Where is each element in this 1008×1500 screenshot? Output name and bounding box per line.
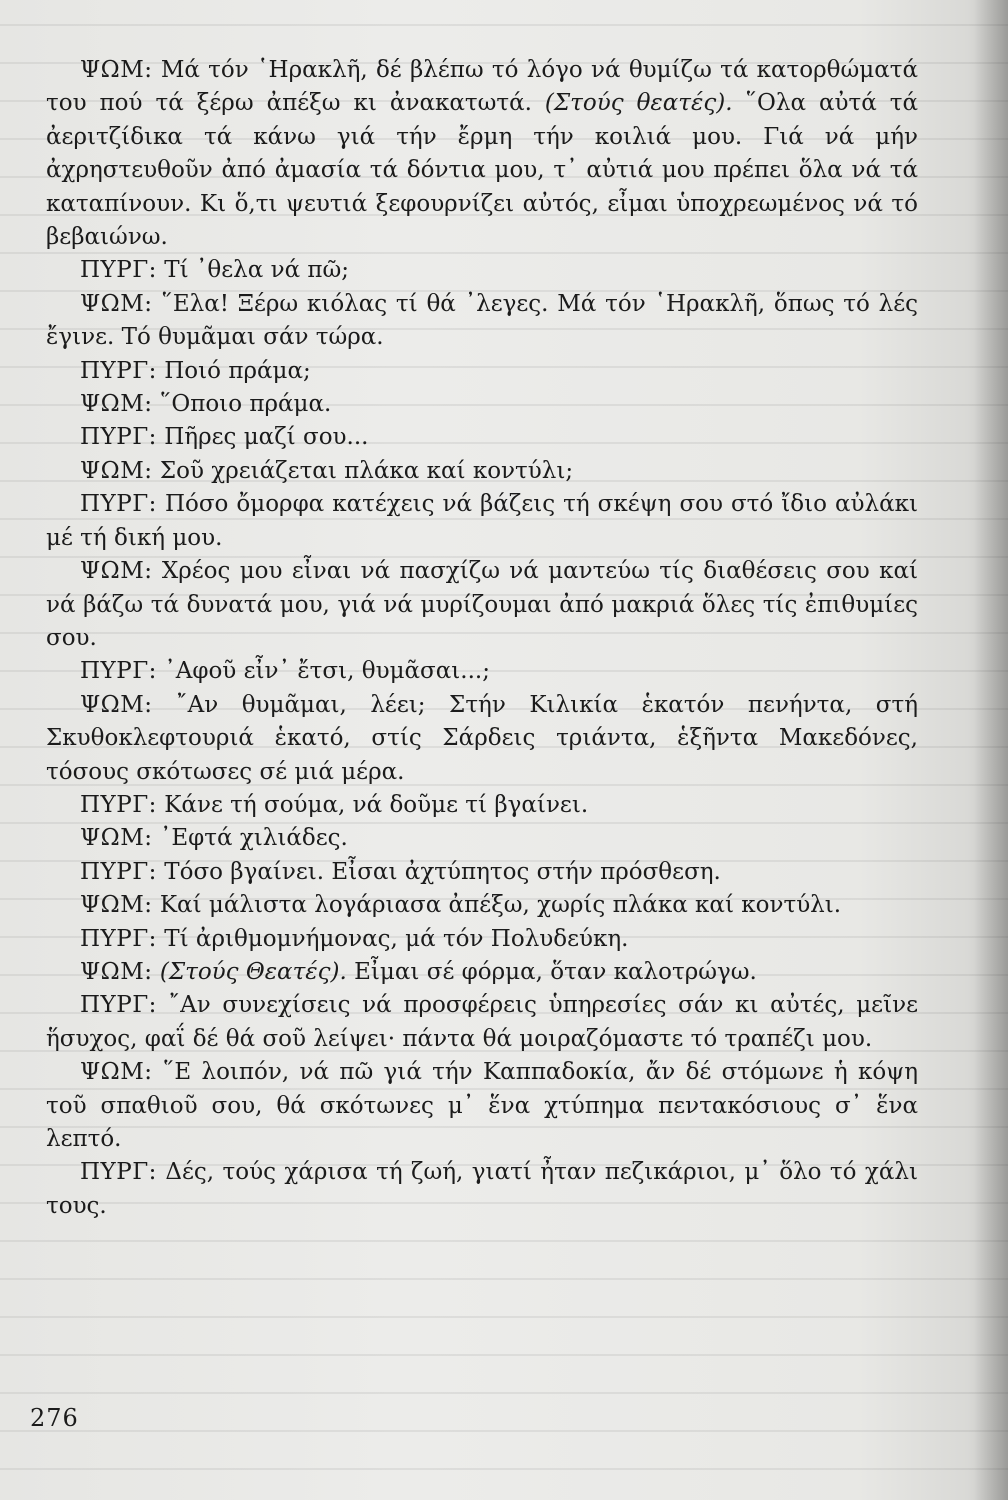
dialogue-line (46, 989, 918, 1056)
speaker-label: ΠΥΡΓ: (80, 357, 157, 384)
speaker-label: ΠΥΡΓ: (80, 1159, 157, 1186)
speaker-label: ΨΩΜ: (80, 57, 153, 83)
spoken-text: ῞Ε λοιπόν, νά πῶ γιά τήν Καππαδοκία, ἄν δέ στόμωνε ἡ κόψη τοῦ σπαθιοῦ σου, θά σκότωνες μ᾽ ἕνα χτύπημα πεντακόσιους σ᾽ ἕνα λεπτό. (46, 1059, 918, 1152)
spoken-text: Τί ᾽θελα νά πῶ; (164, 257, 350, 284)
spoken-text: Τί ἀριθμομνήμονας, μά τόν Πολυδεύκη. (164, 925, 629, 952)
spoken-text: ῞Ολα αὐτά τά ἀεριτζίδικα τά κάνω γιά τήν ἔρμη τήν κοιλιά μου. Γιά νά μήν ἀχρηστευθοῦν ἀπό ἀμασία τά δόντια μου, τ᾽ αὐτιά μου πρέπει ὅλα νά τά καταπίνουν. Κι ὅ,τι ψευτιά ξεφουρνίζει αὐτός, εἶμαι ὑποχρεωμένος νά τό βεβαιώνω. (46, 90, 919, 251)
dialogue-line (46, 689, 918, 789)
speaker-label: ΠΥΡΓ: (80, 491, 157, 518)
spoken-text: Πῆρες μαζί σου... (164, 424, 369, 451)
spoken-text: ᾽Αφοῦ εἶν᾽ ἔτσι, θυμᾶσαι...; (164, 658, 490, 685)
dialogue-line (46, 388, 918, 421)
speaker-label: ΨΩΜ: (80, 691, 153, 718)
spoken-text: ῞Οποιο πράμα. (159, 391, 332, 418)
dialogue-line (46, 889, 918, 922)
dialogue-line (46, 856, 918, 889)
dialogue-line (46, 1056, 918, 1156)
speaker-label: ΠΥΡΓ: (80, 791, 157, 818)
dialogue-line (46, 822, 918, 855)
dialogue-text-block (46, 54, 918, 1223)
dialogue-line (46, 254, 918, 287)
speaker-label: ΨΩΜ: (80, 1059, 153, 1086)
spoken-text: Τόσο βγαίνει. Εἶσαι ἀχτύπητος στήν πρόσθεση. (164, 858, 721, 885)
spoken-text: Μά τόν ῾Ηρακλῆ, δέ βλέπω τό λόγο νά θυμίζω τά κατορθώματά του πού τά ξέρω ἀπέξω κι ἀνακατωτά. (46, 57, 918, 117)
speaker-label: ΠΥΡΓ: (80, 257, 157, 284)
speaker-label: ΨΩΜ: (80, 958, 153, 985)
spoken-text: Καί μάλιστα λογάριασα ἀπέξω, χωρίς πλάκα καί κοντύλι. (159, 892, 842, 919)
dialogue-line (46, 789, 918, 822)
spoken-text: ᾽Εφτά χιλιάδες. (159, 825, 348, 852)
speaker-label: ΨΩΜ: (80, 825, 153, 852)
spoken-text: Σοῦ χρειάζεται πλάκα καί κοντύλι; (159, 457, 574, 484)
dialogue-line (46, 956, 918, 989)
speaker-label: ΠΥΡΓ: (80, 424, 157, 451)
speaker-label: ΨΩΜ: (80, 892, 153, 919)
dialogue-line (46, 54, 918, 254)
dialogue-line (46, 421, 918, 454)
speaker-label: ΠΥΡΓ: (80, 992, 157, 1019)
stage-direction: (Στούς θεατές). (544, 90, 733, 117)
speaker-label: ΨΩΜ: (80, 391, 153, 418)
dialogue-line (46, 288, 918, 355)
dialogue-line (46, 355, 918, 388)
spoken-text: Εἶμαι σέ φόρμα, ὅταν καλοτρώγω. (346, 958, 757, 985)
spoken-text: ῞Ελα! Ξέρω κιόλας τί θά ᾽λεγες. Μά τόν ῾Ηρακλῆ, ὅπως τό λές ἔγινε. Τό θυμᾶμαι σάν τώρα. (46, 290, 918, 351)
spoken-text: Πόσο ὄμορφα κατέχεις νά βάζεις τή σκέψη σου στό ἴδιο αὐλάκι μέ τή δική μου. (46, 491, 918, 551)
dialogue-line (46, 555, 918, 655)
spoken-text: ῎Αν συνεχίσεις νά προσφέρεις ὑπηρεσίες σάν κι αὐτές, μεῖνε ἥσυχος, φαΐ δέ θά σοῦ λείψει· πάντα θά μοιραζόμαστε τό τραπέζι μου. (46, 992, 918, 1052)
dialogue-line (46, 655, 918, 688)
dialogue-line (46, 488, 918, 555)
stage-direction: (Στούς Θεατές). (159, 958, 347, 985)
dialogue-line (46, 923, 918, 956)
speaker-label: ΨΩΜ: (80, 457, 153, 484)
page-edge-shadow (974, 0, 1008, 1500)
page-number: 276 (30, 1404, 79, 1432)
spoken-text: ῎Αν θυμᾶμαι, λέει; Στήν Κιλικία ἑκατόν πενήντα, στή Σκυθοκλεφτουριά ἑκατό, στίς Σάρδεις τριάντα, ἑξῆντα Μακεδόνες, τόσους σκότωσες σέ μιά μέρα. (46, 691, 918, 785)
dialogue-line (46, 455, 918, 488)
spoken-text: Δές, τούς χάρισα τή ζωή, γιατί ἦταν πεζικάριοι, μ᾽ ὅλο τό χάλι τους. (46, 1159, 919, 1219)
speaker-label: ΠΥΡΓ: (80, 858, 157, 885)
speaker-label: ΠΥΡΓ: (80, 658, 157, 685)
speaker-label: ΠΥΡΓ: (80, 925, 157, 952)
speaker-label: ΨΩΜ: (80, 558, 153, 585)
spoken-text: Χρέος μου εἶναι νά πασχίζω νά μαντεύω τίς διαθέσεις σου καί νά βάζω τά δυνατά μου, γιά νά μυρίζουμαι ἀπό μακριά ὅλες τίς ἐπιθυμίες σου. (46, 558, 918, 651)
spoken-text: Κάνε τή σούμα, νά δοῦμε τί βγαίνει. (164, 791, 589, 818)
spoken-text: Ποιό πράμα; (164, 357, 311, 384)
dialogue-line (46, 1156, 918, 1223)
speaker-label: ΨΩΜ: (80, 290, 153, 317)
